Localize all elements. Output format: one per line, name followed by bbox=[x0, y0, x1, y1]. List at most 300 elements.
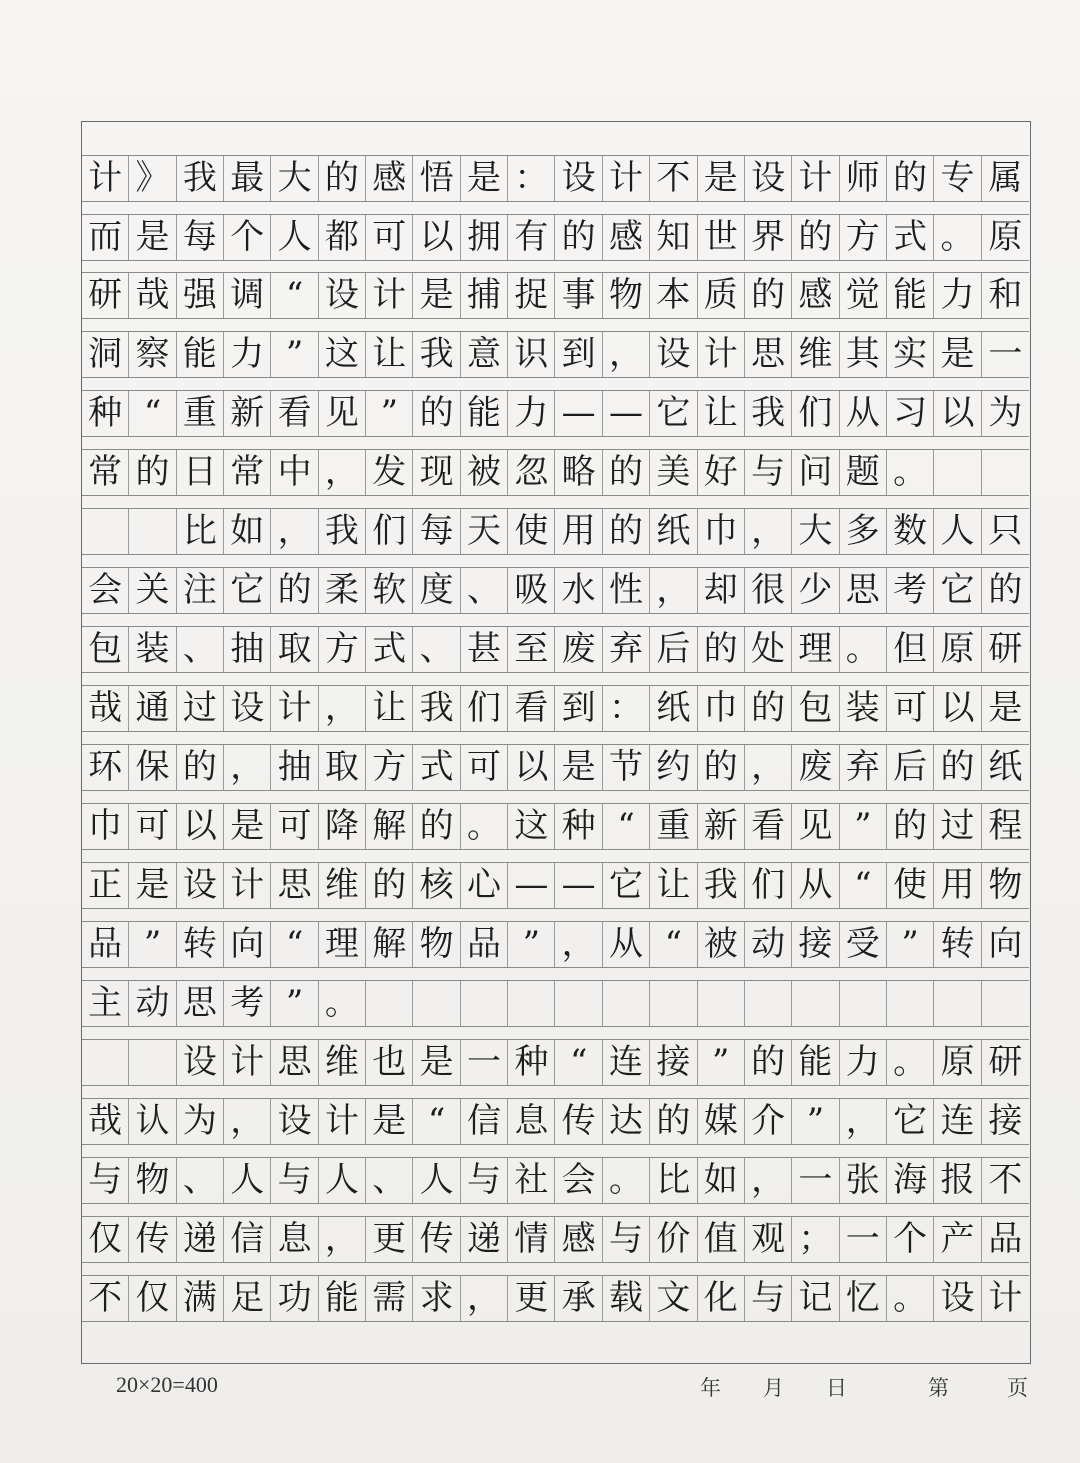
grid-cell: 能 bbox=[887, 273, 934, 318]
grid-cell: 。 bbox=[887, 1040, 934, 1085]
grid-cell: 事 bbox=[556, 273, 603, 318]
grid-cell: 海 bbox=[887, 1158, 934, 1203]
grid-cell: 文 bbox=[650, 1276, 697, 1321]
grid-cell: 载 bbox=[603, 1276, 650, 1321]
grid-cell: 受 bbox=[840, 922, 887, 967]
grid-cell: 不 bbox=[988, 1160, 1023, 1200]
grid-line bbox=[82, 1216, 1029, 1263]
grid-cell: ” bbox=[129, 922, 176, 967]
grid-cell: 最 bbox=[224, 156, 271, 201]
grid-cell: 设 bbox=[934, 1276, 981, 1321]
grid-cell bbox=[887, 981, 934, 1026]
grid-cell: 日 bbox=[177, 450, 224, 495]
grid-cell: 我 bbox=[177, 156, 224, 201]
grid-line bbox=[82, 980, 1029, 1027]
grid-cell: 以 bbox=[508, 745, 555, 790]
grid-cell: 本 bbox=[650, 273, 697, 318]
grid-line bbox=[82, 1275, 1029, 1322]
grid-cell: 发 bbox=[366, 450, 413, 495]
grid-cell: 张 bbox=[840, 1158, 887, 1203]
grid-cell: 传 bbox=[413, 1217, 460, 1262]
grid-cell: 都 bbox=[319, 215, 366, 260]
grid-cell: 使 bbox=[508, 509, 555, 554]
grid-cell bbox=[982, 450, 1029, 495]
grid-cell: 感 bbox=[603, 215, 650, 260]
grid-cell: 哉 bbox=[82, 686, 129, 731]
grid-cell: 个 bbox=[887, 1217, 934, 1262]
grid-cell: 理 bbox=[792, 627, 839, 672]
grid-cell: 多 bbox=[840, 509, 887, 554]
grid-cell: 的 bbox=[366, 863, 413, 908]
grid-cell: 至 bbox=[508, 627, 555, 672]
grid-cell: ” bbox=[887, 922, 934, 967]
grid-line bbox=[82, 390, 1029, 437]
grid-cell: 转 bbox=[934, 922, 981, 967]
grid-cell: 是 bbox=[224, 804, 271, 849]
grid-cell: 会 bbox=[556, 1158, 603, 1203]
grid-cell: 思 bbox=[840, 568, 887, 613]
grid-line bbox=[82, 1157, 1029, 1204]
grid-cell: 为 bbox=[177, 1099, 224, 1144]
grid-cell: 从 bbox=[840, 391, 887, 436]
grid-cell: 设 bbox=[271, 1099, 318, 1144]
grid-cell: 设 bbox=[177, 863, 224, 908]
grid-line bbox=[82, 331, 1029, 378]
grid-cell: 以 bbox=[413, 215, 460, 260]
grid-cell: 、 bbox=[177, 1158, 224, 1203]
grid-cell: 看 bbox=[745, 804, 792, 849]
grid-cell: 心 bbox=[461, 863, 508, 908]
grid-cell: 物 bbox=[129, 1158, 176, 1203]
grid-cell: 与 bbox=[603, 1217, 650, 1262]
day-label: 日 bbox=[826, 1376, 847, 1400]
grid-cell: 、 bbox=[413, 627, 460, 672]
grid-cell: 软 bbox=[366, 568, 413, 613]
grid-cell: 能 bbox=[792, 1040, 839, 1085]
grid-cell: 过 bbox=[934, 804, 981, 849]
grid-cell: ， bbox=[745, 745, 792, 790]
grid-cell: 柔 bbox=[319, 568, 366, 613]
grid-cell: 式 bbox=[887, 215, 934, 260]
grid-line bbox=[82, 862, 1029, 909]
grid-cell: 的 bbox=[887, 156, 934, 201]
grid-cell: 理 bbox=[319, 922, 366, 967]
grid-cell: 每 bbox=[177, 215, 224, 260]
grid-cell: “ bbox=[556, 1040, 603, 1085]
grid-cell: 的 bbox=[413, 804, 460, 849]
grid-cell: 天 bbox=[461, 509, 508, 554]
grid-cell: 观 bbox=[745, 1217, 792, 1262]
grid-cell: 纸 bbox=[988, 747, 1023, 787]
grid-cell: 如 bbox=[224, 509, 271, 554]
grid-cell: 维 bbox=[319, 863, 366, 908]
grid-cell: 》 bbox=[129, 156, 176, 201]
grid-cell: ” bbox=[840, 804, 887, 849]
grid-cell: 而 bbox=[82, 215, 129, 260]
grid-cell: 降 bbox=[319, 804, 366, 849]
page-prefix-label: 第 bbox=[928, 1376, 949, 1400]
grid-cell: “ bbox=[129, 391, 176, 436]
grid-cell: 约 bbox=[650, 745, 697, 790]
grid-cell: 它 bbox=[650, 391, 697, 436]
grid-cell bbox=[934, 450, 981, 495]
grid-cell: 略 bbox=[556, 450, 603, 495]
grid-cell: 师 bbox=[840, 156, 887, 201]
grid-cell: 与 bbox=[745, 450, 792, 495]
grid-cell: 少 bbox=[792, 568, 839, 613]
grid-cell: 品 bbox=[988, 1219, 1023, 1259]
grid-cell bbox=[934, 981, 981, 1026]
grid-cell: ， bbox=[224, 745, 271, 790]
grid-cell: 仅 bbox=[129, 1276, 176, 1321]
grid-cell: 满 bbox=[177, 1276, 224, 1321]
grid-cell: 的 bbox=[698, 745, 745, 790]
grid-cell: 关 bbox=[129, 568, 176, 613]
grid-cell: 递 bbox=[177, 1217, 224, 1262]
grid-cell: 物 bbox=[413, 922, 460, 967]
grid-cell: 洞 bbox=[82, 332, 129, 377]
grid-cell: 一 bbox=[988, 334, 1023, 374]
grid-cell: 感 bbox=[792, 273, 839, 318]
grid-cell: 忽 bbox=[508, 450, 555, 495]
grid-cell bbox=[82, 1040, 129, 1085]
grid-cell: 解 bbox=[366, 922, 413, 967]
grid-cell: 忆 bbox=[840, 1276, 887, 1321]
grid-cell: 式 bbox=[366, 627, 413, 672]
grid-cell: ， bbox=[603, 332, 650, 377]
grid-cell: 与 bbox=[82, 1158, 129, 1203]
grid-cell: 哉 bbox=[82, 1099, 129, 1144]
grid-cell: 的 bbox=[650, 1099, 697, 1144]
grid-cell: 我 bbox=[319, 509, 366, 554]
grid-cell: 好 bbox=[698, 450, 745, 495]
grid-cell: 性 bbox=[603, 568, 650, 613]
grid-cell: 计 bbox=[319, 1099, 366, 1144]
grid-cell: 设 bbox=[224, 686, 271, 731]
grid-cell: 环 bbox=[82, 745, 129, 790]
grid-cell: 它 bbox=[887, 1099, 934, 1144]
grid-cell: 让 bbox=[366, 686, 413, 731]
grid-line bbox=[82, 685, 1029, 732]
grid-cell: 界 bbox=[745, 215, 792, 260]
grid-cell: 方 bbox=[319, 627, 366, 672]
grid-cell: 。 bbox=[887, 450, 934, 495]
grid-cell bbox=[745, 981, 792, 1026]
grid-cell: 有 bbox=[508, 215, 555, 260]
grid-cell: 它 bbox=[603, 863, 650, 908]
grid-cell: 、 bbox=[461, 568, 508, 613]
grid-cell: 的 bbox=[603, 509, 650, 554]
grid-cell: 与 bbox=[271, 1158, 318, 1203]
grid-cell: 用 bbox=[556, 509, 603, 554]
grid-cell: 会 bbox=[82, 568, 129, 613]
grid-cell: 质 bbox=[698, 273, 745, 318]
grid-cell: 是 bbox=[556, 745, 603, 790]
grid-cell: 求 bbox=[413, 1276, 460, 1321]
grid-line bbox=[82, 449, 1029, 496]
grid-cell: 、 bbox=[177, 627, 224, 672]
grid-cell: 与 bbox=[461, 1158, 508, 1203]
grid-cell: ” bbox=[271, 332, 318, 377]
grid-cell: 巾 bbox=[698, 686, 745, 731]
grid-cell: 水 bbox=[556, 568, 603, 613]
grid-cell: 能 bbox=[177, 332, 224, 377]
grid-cell: 思 bbox=[177, 981, 224, 1026]
grid-cell: 看 bbox=[271, 391, 318, 436]
grid-cell: 功 bbox=[271, 1276, 318, 1321]
grid-cell: 觉 bbox=[840, 273, 887, 318]
grid-cell: 计 bbox=[792, 156, 839, 201]
grid-cell: 计 bbox=[366, 273, 413, 318]
grid-cell: 能 bbox=[461, 391, 508, 436]
grid-cell: 强 bbox=[177, 273, 224, 318]
grid-cell: 被 bbox=[698, 922, 745, 967]
grid-line bbox=[82, 626, 1029, 673]
grid-cell: 设 bbox=[556, 156, 603, 201]
grid-cell: 的 bbox=[177, 745, 224, 790]
grid-cell: 是 bbox=[698, 156, 745, 201]
grid-cell: 转 bbox=[177, 922, 224, 967]
grid-cell: 信 bbox=[461, 1099, 508, 1144]
grid-cell: 。 bbox=[319, 981, 366, 1026]
grid-cell: 大 bbox=[271, 156, 318, 201]
grid-cell: 可 bbox=[271, 804, 318, 849]
grid-cell: ， bbox=[840, 1099, 887, 1144]
grid-cell: 一 bbox=[461, 1040, 508, 1085]
grid-cell: 也 bbox=[366, 1040, 413, 1085]
grid-cell: 的 bbox=[129, 450, 176, 495]
grid-cell: 见 bbox=[792, 804, 839, 849]
grid-cell: 常 bbox=[82, 450, 129, 495]
grid-cell: 产 bbox=[934, 1217, 981, 1262]
grid-cell bbox=[698, 981, 745, 1026]
grid-cell: 。 bbox=[934, 215, 981, 260]
grid-cell: 可 bbox=[887, 686, 934, 731]
grid-cell: 计 bbox=[988, 1278, 1023, 1318]
grid-cell: 装 bbox=[129, 627, 176, 672]
grid-cell: 取 bbox=[319, 745, 366, 790]
grid-cell: 接 bbox=[988, 1101, 1023, 1141]
grid-cell: 信 bbox=[224, 1217, 271, 1262]
grid-cell: 是 bbox=[413, 1040, 460, 1085]
grid-cell: 的 bbox=[413, 391, 460, 436]
grid-cell: 很 bbox=[745, 568, 792, 613]
grid-cell: 察 bbox=[129, 332, 176, 377]
grid-cell: 捉 bbox=[508, 273, 555, 318]
grid-cell: 度 bbox=[413, 568, 460, 613]
grid-cell: 为 bbox=[988, 393, 1023, 433]
grid-cell: 足 bbox=[224, 1276, 271, 1321]
grid-cell: 考 bbox=[887, 568, 934, 613]
grid-cell bbox=[129, 509, 176, 554]
grid-cell: 力 bbox=[840, 1040, 887, 1085]
grid-cell: 承 bbox=[556, 1276, 603, 1321]
grid-cell: 感 bbox=[366, 156, 413, 201]
grid-cell: 纸 bbox=[650, 686, 697, 731]
grid-cell: 情 bbox=[508, 1217, 555, 1262]
grid-cell: 连 bbox=[934, 1099, 981, 1144]
grid-cell: 可 bbox=[461, 745, 508, 790]
grid-cell: 原 bbox=[934, 1040, 981, 1085]
grid-cell: 物 bbox=[603, 273, 650, 318]
grid-cell: 价 bbox=[650, 1217, 697, 1262]
grid-cell: 的 bbox=[698, 627, 745, 672]
grid-cell: 但 bbox=[887, 627, 934, 672]
grid-cell: 重 bbox=[650, 804, 697, 849]
grid-cell: 可 bbox=[366, 215, 413, 260]
grid-cell: 仅 bbox=[82, 1217, 129, 1262]
grid-cell: 的 bbox=[988, 570, 1023, 610]
grid-cell: 们 bbox=[792, 391, 839, 436]
grid-cell: 处 bbox=[745, 627, 792, 672]
grid-cell: 达 bbox=[603, 1099, 650, 1144]
grid-cell: ， bbox=[271, 509, 318, 554]
grid-cell: 看 bbox=[508, 686, 555, 731]
grid-cell: 程 bbox=[988, 806, 1023, 846]
page-suffix-label: 页 bbox=[1007, 1376, 1028, 1400]
grid-cell: 。 bbox=[887, 1276, 934, 1321]
grid-cell: 向 bbox=[988, 924, 1023, 964]
grid-cell: 是 bbox=[366, 1099, 413, 1144]
grid-cell: 思 bbox=[271, 863, 318, 908]
grid-cell: 们 bbox=[461, 686, 508, 731]
grid-cell: ： bbox=[603, 686, 650, 731]
grid-cell: 人 bbox=[934, 509, 981, 554]
grid-cell: 属 bbox=[988, 158, 1023, 198]
grid-cell: 实 bbox=[887, 332, 934, 377]
grid-cell: 是 bbox=[988, 688, 1023, 728]
grid-cell: 接 bbox=[792, 922, 839, 967]
grid-cell: 识 bbox=[508, 332, 555, 377]
grid-cell: 报 bbox=[934, 1158, 981, 1203]
grid-cell: 包 bbox=[792, 686, 839, 731]
grid-cell: 弃 bbox=[603, 627, 650, 672]
grid-cell: 过 bbox=[177, 686, 224, 731]
grid-cell: 我 bbox=[413, 332, 460, 377]
grid-cell: 不 bbox=[650, 156, 697, 201]
grid-cell: 是 bbox=[461, 156, 508, 201]
grid-cell: 专 bbox=[934, 156, 981, 201]
grid-cell: 用 bbox=[934, 863, 981, 908]
grid-line bbox=[82, 272, 1029, 319]
grid-cell bbox=[129, 1040, 176, 1085]
grid-cell: 个 bbox=[224, 215, 271, 260]
grid-cell: 习 bbox=[887, 391, 934, 436]
grid-cell: 计 bbox=[224, 1040, 271, 1085]
grid-cell: 传 bbox=[129, 1217, 176, 1262]
grid-cell: 息 bbox=[508, 1099, 555, 1144]
grid-cell: 现 bbox=[413, 450, 460, 495]
grid-cell: 到 bbox=[556, 332, 603, 377]
grid-cell: 的 bbox=[603, 450, 650, 495]
grid-cell: 使 bbox=[887, 863, 934, 908]
grid-cell bbox=[508, 981, 555, 1026]
grid-cell: 能 bbox=[319, 1276, 366, 1321]
grid-cell: 方 bbox=[840, 215, 887, 260]
grid-cell: ， bbox=[319, 450, 366, 495]
grid-cell: ” bbox=[366, 391, 413, 436]
grid-cell: 化 bbox=[698, 1276, 745, 1321]
grid-cell: 种 bbox=[82, 391, 129, 436]
grid-cell: 通 bbox=[129, 686, 176, 731]
grid-cell: 吸 bbox=[508, 568, 555, 613]
grid-cell: — bbox=[556, 391, 603, 436]
grid-cell: 我 bbox=[698, 863, 745, 908]
grid-cell: 认 bbox=[129, 1099, 176, 1144]
grid-cell: 甚 bbox=[461, 627, 508, 672]
grid-cell: 以 bbox=[934, 686, 981, 731]
grid-cell: ” bbox=[508, 922, 555, 967]
grid-cell: 美 bbox=[650, 450, 697, 495]
month-label: 月 bbox=[763, 1376, 784, 1400]
grid-cell: 解 bbox=[366, 804, 413, 849]
grid-cell: — bbox=[508, 863, 555, 908]
year-label: 年 bbox=[700, 1376, 721, 1400]
grid-cell: 感 bbox=[556, 1217, 603, 1262]
grid-cell: 每 bbox=[413, 509, 460, 554]
grid-cell: ， bbox=[224, 1099, 271, 1144]
grid-cell: 人 bbox=[224, 1158, 271, 1203]
grid-cell: 介 bbox=[745, 1099, 792, 1144]
grid-cell: 的 bbox=[792, 215, 839, 260]
grid-cell: 的 bbox=[319, 156, 366, 201]
grid-cell: 。 bbox=[603, 1158, 650, 1203]
grid-cell: 种 bbox=[556, 804, 603, 849]
grid-line bbox=[82, 921, 1029, 968]
grid-cell: 包 bbox=[82, 627, 129, 672]
grid-cell: “ bbox=[650, 922, 697, 967]
grid-cell: 人 bbox=[319, 1158, 366, 1203]
grid-line bbox=[82, 214, 1029, 261]
grid-cell: 保 bbox=[129, 745, 176, 790]
grid-cell: 问 bbox=[792, 450, 839, 495]
grid-cell: 接 bbox=[650, 1040, 697, 1085]
grid-cell: 传 bbox=[556, 1099, 603, 1144]
grid-line bbox=[82, 803, 1029, 850]
grid-cell: 这 bbox=[508, 804, 555, 849]
grid-cell: 如 bbox=[698, 1158, 745, 1203]
grid-cell: — bbox=[603, 391, 650, 436]
grid-cell: 动 bbox=[745, 922, 792, 967]
grid-cell bbox=[650, 981, 697, 1026]
grid-cell: 息 bbox=[271, 1217, 318, 1262]
grid-cell: 是 bbox=[413, 273, 460, 318]
grid-cell: 计 bbox=[82, 156, 129, 201]
grid-cell: 知 bbox=[650, 215, 697, 260]
grid-cell: 人 bbox=[271, 215, 318, 260]
grid-cell: 主 bbox=[82, 981, 129, 1026]
grid-cell: 连 bbox=[603, 1040, 650, 1085]
grid-cell: 世 bbox=[698, 215, 745, 260]
grid-cell: 节 bbox=[603, 745, 650, 790]
grid-cell: “ bbox=[271, 922, 318, 967]
grid-cell bbox=[982, 981, 1029, 1026]
grid-cell: 弃 bbox=[840, 745, 887, 790]
grid-cell: 、 bbox=[366, 1158, 413, 1203]
grid-cell: 。 bbox=[840, 627, 887, 672]
grid-cell: 品 bbox=[461, 922, 508, 967]
grid-cell: 让 bbox=[650, 863, 697, 908]
grid-cell: 的 bbox=[745, 273, 792, 318]
grid-cell: 维 bbox=[319, 1040, 366, 1085]
grid-cell: 以 bbox=[934, 391, 981, 436]
grid-cell: 研 bbox=[82, 273, 129, 318]
grid-cell: 后 bbox=[887, 745, 934, 790]
grid-cell: 捕 bbox=[461, 273, 508, 318]
grid-line bbox=[82, 508, 1029, 555]
grid-cell: 拥 bbox=[461, 215, 508, 260]
grid-cell: 更 bbox=[366, 1217, 413, 1262]
